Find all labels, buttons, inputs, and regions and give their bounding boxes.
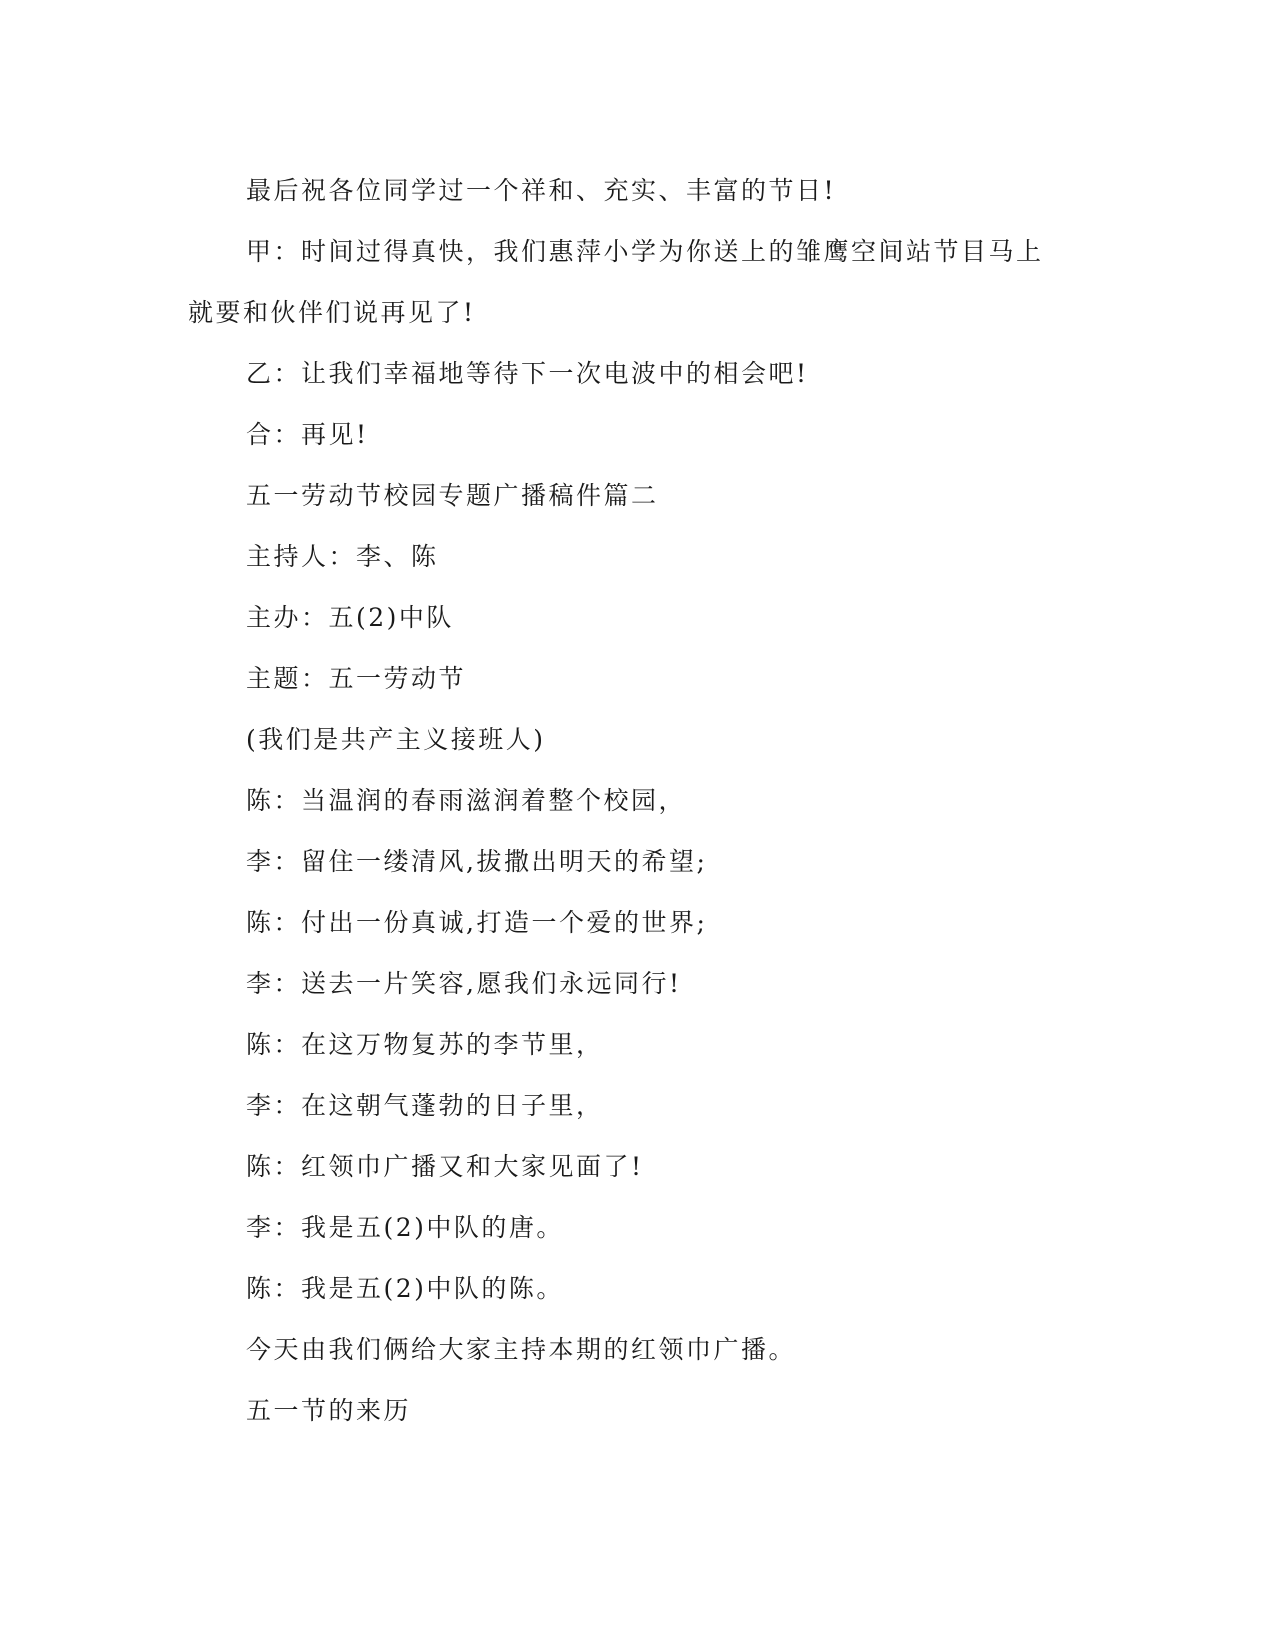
paragraph: 甲：时间过得真快，我们惠萍小学为你送上的雏鹰空间站节目马上就要和伙伴们说再见了! bbox=[188, 237, 1044, 327]
paragraph: 李：在这朝气蓬勃的日子里， bbox=[246, 1091, 604, 1120]
paragraph: 主题：五一劳动节 bbox=[246, 664, 467, 693]
paragraph: 合：再见! bbox=[246, 420, 369, 449]
paragraph: (我们是共产主义接班人) bbox=[246, 725, 546, 754]
paragraph: 五一节的来历 bbox=[246, 1396, 412, 1425]
document-body bbox=[188, 160, 1068, 1441]
paragraph: 最后祝各位同学过一个祥和、充实、丰富的节日! bbox=[246, 176, 837, 205]
section-heading: 五一劳动节校园专题广播稿件篇二 bbox=[246, 481, 659, 510]
paragraph: 陈：在这万物复苏的李节里， bbox=[246, 1030, 604, 1059]
paragraph: 主办：五(2)中队 bbox=[246, 603, 454, 632]
paragraph: 李：送去一片笑容,愿我们永远同行! bbox=[246, 969, 682, 998]
paragraph: 今天由我们俩给大家主持本期的红领巾广播。 bbox=[246, 1335, 797, 1364]
paragraph: 陈：我是五(2)中队的陈。 bbox=[246, 1274, 564, 1303]
paragraph: 李：我是五(2)中队的唐。 bbox=[246, 1213, 564, 1242]
paragraph: 陈：红领巾广播又和大家见面了! bbox=[246, 1152, 644, 1181]
paragraph: 陈：付出一份真诚,打造一个爱的世界; bbox=[246, 908, 708, 937]
paragraph: 主持人：李、陈 bbox=[246, 542, 439, 571]
paragraph: 乙：让我们幸福地等待下一次电波中的相会吧! bbox=[246, 359, 809, 388]
paragraph: 陈：当温润的春雨滋润着整个校园， bbox=[246, 786, 687, 815]
paragraph: 李：留住一缕清风,拔撒出明天的希望; bbox=[246, 847, 708, 876]
